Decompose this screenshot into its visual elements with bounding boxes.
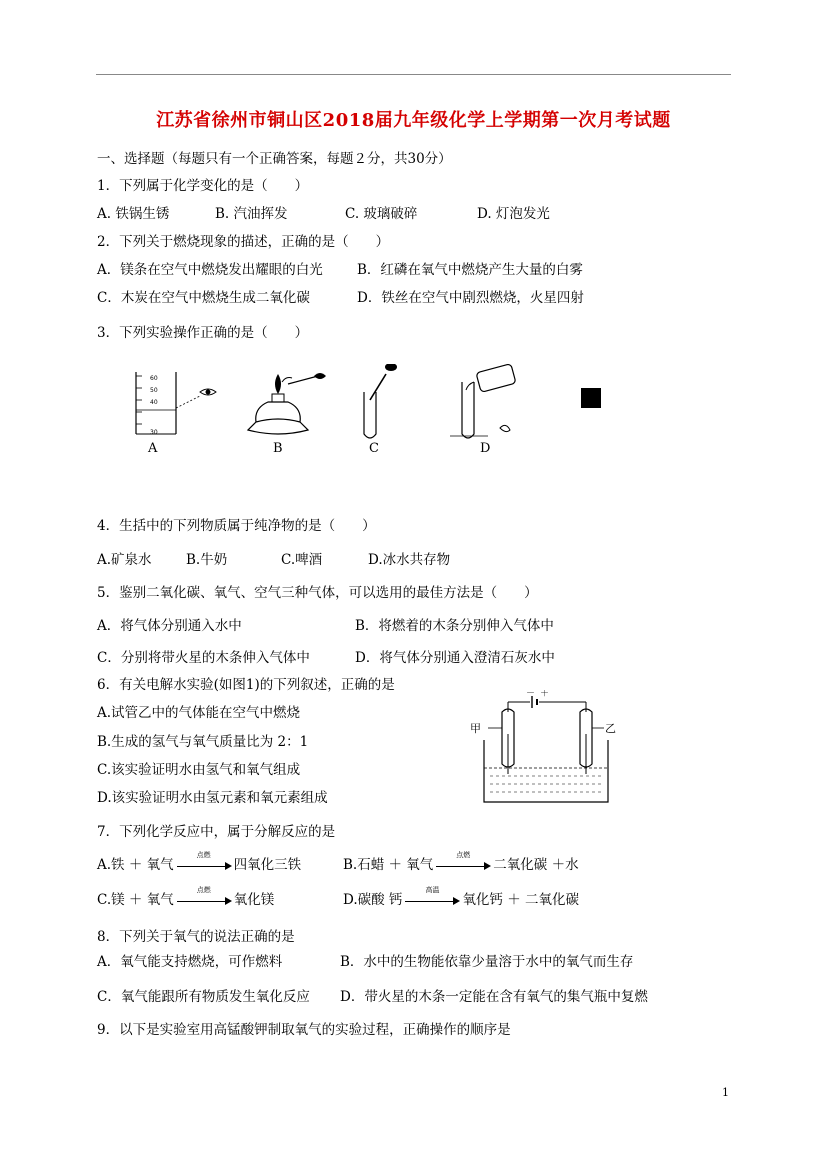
reaction-arrow: [403, 885, 461, 910]
reaction-products: 二氧化碳 ＋水: [493, 857, 579, 873]
reaction-condition: 点燃: [456, 850, 471, 859]
question-1-option-d: D. 灯泡发光: [477, 206, 550, 222]
figure-c-dropper: [364, 364, 397, 456]
reaction-reactants: A.铁 ＋ 氧气: [97, 857, 174, 873]
section-heading: 一、选择题（每题只有一个正确答案，每题２分，共30分）: [97, 151, 452, 167]
reaction-condition: 点燃: [196, 885, 211, 894]
reaction-arrow: [175, 885, 233, 910]
question-6-option-d: D.该实验证明水由氢元素和氧元素组成: [97, 790, 328, 806]
figure-d-pouring: [450, 364, 516, 456]
tick-label: 30: [150, 429, 158, 436]
reaction-products: 四氧化三铁: [233, 857, 302, 873]
question-3-stem: 3．下列实验操作正确的是（ ）: [97, 325, 309, 341]
question-5-option-d: D．将气体分别通入澄清石灰水中: [355, 650, 555, 666]
question-8-stem: 8．下列关于氧气的说法正确的是: [97, 929, 295, 945]
question-5-option-b: B．将燃着的木条分别伸入气体中: [355, 618, 554, 634]
electrolysis-apparatus-figure: [468, 690, 618, 810]
reaction-condition: 高温: [425, 885, 440, 894]
question-4-option-d: D.冰水共存物: [368, 552, 451, 568]
lab-operations-figure: [128, 364, 608, 459]
reaction-condition: 点燃: [196, 850, 211, 859]
header-rule: [96, 74, 731, 75]
question-4-option-c: C.啤酒: [281, 552, 323, 568]
figure-label-d: D: [480, 441, 491, 456]
question-8-option-c: C．氧气能跟所有物质发生氧化反应: [97, 989, 310, 1005]
question-7-option-a: [97, 850, 302, 875]
question-2-option-a: A．镁条在空气中燃烧发出耀眼的白光: [97, 262, 323, 278]
reaction-products: 氧化钙 ＋ 二氧化碳: [462, 892, 580, 908]
figure-label-a: A: [148, 441, 158, 456]
question-6-stem: 6．有关电解水实验(如图1)的下列叙述，正确的是: [97, 677, 395, 693]
question-6-option-b: B.生成的氢气与氧气质量比为 2：1: [97, 734, 309, 750]
question-2-stem: 2．下列关于燃烧现象的描述，正确的是（ ）: [97, 234, 390, 250]
reaction-products: 氧化镁: [233, 892, 275, 908]
figure-label-b: B: [273, 441, 283, 456]
question-1-stem: 1．下列属于化学变化的是（ ）: [97, 178, 309, 194]
negative-sign: －: [526, 690, 536, 699]
question-4-stem: 4．生括中的下列物质属于纯净物的是（ ）: [97, 518, 376, 534]
figure-a-cylinder: [136, 372, 216, 456]
question-1-option-c: C. 玻璃破碎: [345, 206, 418, 222]
tick-label: 50: [150, 387, 158, 394]
question-8-option-b: B．水中的生物能依靠少量溶于水中的氧气而生存: [340, 954, 634, 970]
tick-label: 60: [150, 375, 158, 382]
figure-label-c: C: [369, 441, 379, 456]
question-1-option-a: A. 铁锅生锈: [97, 206, 170, 222]
tube-label-jia: 甲: [470, 722, 481, 735]
question-4-option-b: B.牛奶: [186, 552, 228, 568]
question-6-option-a: A.试管乙中的气体能在空气中燃烧: [97, 705, 301, 721]
question-1-option-b: B. 汽油挥发: [215, 206, 288, 222]
question-5-option-a: A．将气体分别通入水中: [97, 618, 242, 634]
tick-label: 40: [150, 399, 158, 406]
page-title: 江苏省徐州市铜山区2018届九年级化学上学期第一次月考试题: [156, 110, 671, 131]
page-number: 1: [722, 1086, 729, 1099]
reaction-arrow: [175, 850, 233, 875]
question-9-stem: 9．以下是实验室用高锰酸钾制取氧气的实验过程，正确操作的顺序是: [97, 1022, 511, 1038]
question-7-stem: 7．下列化学反应中，属于分解反应的是: [97, 824, 336, 840]
tube-label-yi: 乙: [605, 722, 616, 735]
question-7-option-d: [343, 885, 580, 910]
question-5-stem: 5．鉴别二氧化碳、氧气、空气三种气体，可以选用的最佳方法是（ ）: [97, 585, 538, 601]
black-square-mark: [581, 388, 601, 408]
question-2-option-b: B．红磷在氧气中燃烧产生大量的白雾: [357, 262, 583, 278]
question-4-option-a: A.矿泉水: [97, 552, 152, 568]
question-5-option-c: C．分别将带火星的木条伸入气体中: [97, 650, 310, 666]
question-8-option-a: A．氧气能支持燃烧，可作燃料: [97, 954, 283, 970]
positive-sign: ＋: [540, 690, 550, 699]
figure-b-alcohol-lamp: [248, 373, 326, 456]
reaction-arrow: [434, 850, 492, 875]
reaction-reactants: D.碳酸 钙: [343, 892, 403, 908]
reaction-reactants: B.石蜡 ＋ 氧气: [343, 857, 434, 873]
question-7-option-c: [97, 885, 275, 910]
question-2-option-c: C．木炭在空气中燃烧生成二氧化碳: [97, 290, 310, 306]
question-6-option-c: C.该实验证明水由氢气和氧气组成: [97, 762, 301, 778]
reaction-reactants: C.镁 ＋ 氧气: [97, 892, 174, 908]
question-7-option-b: [343, 850, 579, 875]
question-2-option-d: D．铁丝在空气中剧烈燃烧，火星四射: [357, 290, 584, 306]
question-8-option-d: D．带火星的木条一定能在含有氧气的集气瓶中复燃: [340, 989, 648, 1005]
